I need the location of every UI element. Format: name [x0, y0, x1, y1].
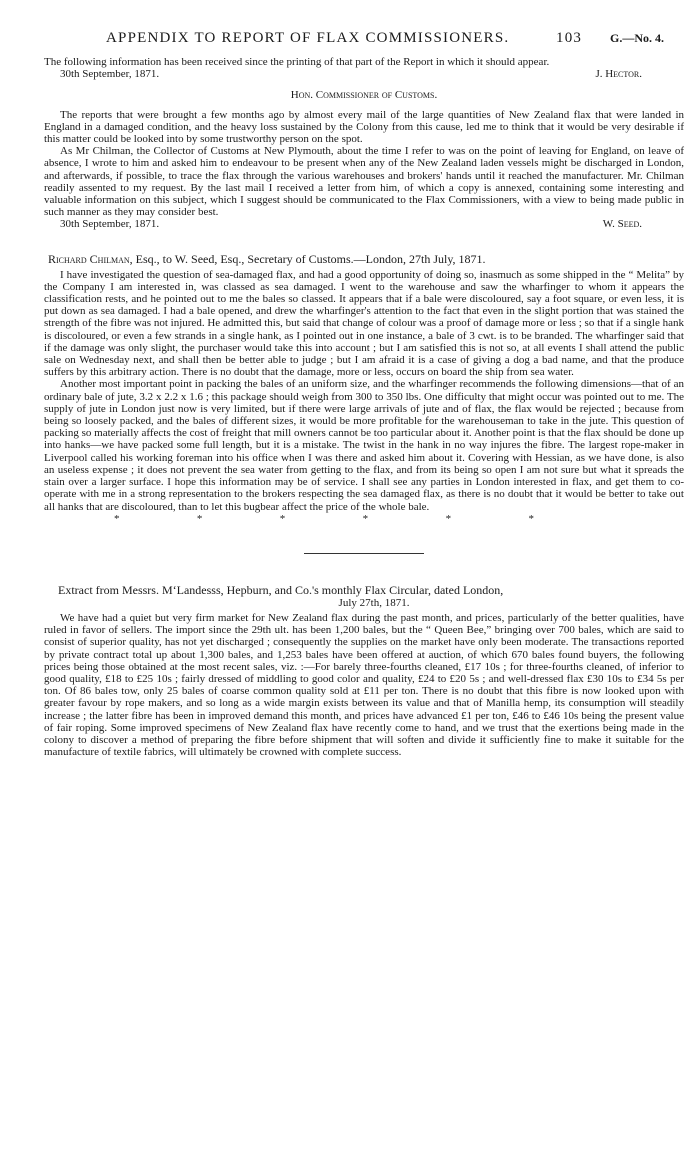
document-reference: G.—No. 4.: [610, 31, 664, 45]
page-header: [44, 30, 684, 52]
star-mark: *: [528, 512, 534, 525]
page-number: 103: [556, 30, 583, 46]
intro-signoff: [44, 68, 684, 80]
letter-paragraph: Another most important point in packing the bales of an uniform size, and the wharfinger recommends the following dimensions—that of an ordinary bale of jute, 3.2 x 2.2 x 1.6 ; this package should weigh from 300 to 350 lbs. One difficulty that might occur was pointed out to me. The supply of jute in London just now is very limited, but if there were large arrivals of jute and of flax, the flax would be rejected ; because from being so loosely packed, and the bales of different sizes, it would be more profitable for the warehouseman to take in the jute. This question of packing so materially affects the cost of freight that mill owners cannot be too particular about it. Another point is that the flax should be done up into hanks—we have packed some full length, but it is a mistake. The twist in the hank in no way injures the fibre. The largest rope-maker in Liverpool called his working foreman into his office when I was there and asked him about it. Covering with Hessian, as we have done, is also an useless expense ; it does not prevent the sea water from getting to the flax, and from its being so open I am not sure but what it spreads the stain over a larger surface. I hope this information may be of service. I shall see any parties in London interested in flax, and get them to co-operate with me in a strong representation to the brokers respecting the sea damaged flax, as there is no doubt that it would be better to take out all hanks that are discoloured, than to let this bugbear affect the price of the whole bale.: [44, 378, 684, 513]
star-mark: *: [114, 512, 120, 525]
star-mark: *: [445, 512, 452, 525]
intro-date: 30th September, 1871.: [60, 68, 160, 81]
extract-heading: Extract from Messrs. M‘Landesss, Hepburn, and Co.'s monthly Flax Circular, dated London,: [58, 582, 504, 597]
memo-paragraph: The reports that were brought a few months ago by almost every mail of the large quantities of New Zealand flax that were landed in England in a damaged condition, and the heavy loss sustained by the Colony from this cause, led me to think that it would be very desirable if this matter could be looked into by some trustworthy person on the spot.: [44, 108, 684, 146]
memo-paragraph: As Mr Chilman, the Collector of Customs at New Plymouth, about the time I refer to was on the point of leaving for England, on leave of absence, I wrote to him and asked him to endeavour to be present when any of the New Zealand laden vessels might be discharged in London, and afterwards, if possible, to trace the flax through the various warehouses and brokers' hands until it reached the manufacturer. Mr. Chilman readily assented to my request. By the last mail I received a letter from him, of which a copy is annexed, containing some interesting and valuable information on this subject, which I suggest should be communicated to the Flax Commissioners, with a view to being made public in such manner as they may consider best.: [44, 145, 684, 219]
document-page: [44, 30, 684, 758]
intro-signature: J. Hector.: [595, 68, 642, 81]
memo-signature: W. Seed.: [602, 218, 642, 231]
letter-author: Richard Chilman: [48, 251, 130, 266]
intro-text: The following information has been received since the printing of that part of the Report in which it should appear.: [44, 56, 550, 68]
extract-date: July 27th, 1871.: [338, 596, 410, 609]
memo-date: 30th September, 1871.: [60, 218, 160, 231]
star-mark: *: [279, 512, 286, 525]
memo-addressee: Hon. Commissioner of Customs.: [290, 89, 438, 102]
star-mark: *: [362, 512, 369, 525]
memo-signoff: [44, 218, 684, 230]
running-title: APPENDIX TO REPORT OF FLAX COMMISSIONERS.: [106, 30, 510, 46]
extract-paragraph: We have had a quiet but very firm market for New Zealand flax during the past month, and prices, particularly of the better qualities, have ruled in favor of sellers. The import since the 29th ult. has been 1,200 bales, but the “ Queen Bee,” bringing over 700 bales, which are said to consist of superior quality, has not yet discharged ; consequently the supplies on the market have only been moderate. The transactions reported by private contract total up about 1,300 bales, and 1,253 bales have been offered at auction, of which 670 bales found buyers, the following prices being those obtained at the most recent sales, viz. :—For barely three-fourths cleaned, £17 10s ; for three-fourths cleaned, of inferior to good quality, £18 to £25 10s ; fairly dressed of middling to good color and quality, £24 to £20 5s ; and well-dressed flax £30 10s to £34 5s per ton. Of 86 bales tow, only 25 bales of coarse common quality sold at £11 per ton. There is no doubt that this fibre is now looked upon with greater favour by rope makers, and so long as a wide margin exists between its value and that of Manilla hemp, its consumption will steadily increase ; the latter fibre has been in improved demand this month, and prices have advanced £1 per ton, £46 to £46 10s being the present value of fair roping. Some improved specimens of New Zealand flax have recently come to hand, and we trust that the exertions being made in the colony to discover a method of preparing the fibre before shipment that will soften and divide it sufficiently fine to make it suitable for the manufacture of textile fabrics, will ultimately be crowned with complete success.: [44, 611, 684, 759]
omission-stars: [44, 513, 684, 525]
star-mark: *: [196, 512, 203, 525]
letter-heading: [44, 253, 684, 266]
letter-heading-text: , Esq., to W. Seed, Esq., Secretary of Customs.—London, 27th July, 1871.: [129, 251, 486, 266]
letter-paragraph: I have investigated the question of sea-damaged flax, and had a good opportunity of doing so, inasmuch as some shipped in the “ Melita” by the Company I am interested in, was classed as sea damaged. I went to the warehouse and saw the wharfinger to whom it appears the classification rests, and he pointed out to me the bales so classed. It appears that if a bale were discoloured, say a foot square, or even less, it is put down as sea damaged. I had a bale opened, and drew the wharfinger's attention to the fact that even in the slight portion that was stained the strength of the fibre was not injured. He admitted this, but said that change of colour was a proof of damage more or less ; so that if a single hank is discoloured, or even a few strands in a single hank, as I pointed out in one instance, a bale of 3 cwt. is to be branded. The wharfinger said that if the damage was only slight, the purchaser would take this into account ; but I am satisfied this is not so, at all events I shall attend the public sale on Wednesday next, and shall then be better able to judge ; but I am afraid it is a case of giving a dog a bad name, and that the produce suffers by this arbitrary action. There is no doubt that the damage, more or less, occurs on board the ship from sea water.: [44, 268, 684, 379]
